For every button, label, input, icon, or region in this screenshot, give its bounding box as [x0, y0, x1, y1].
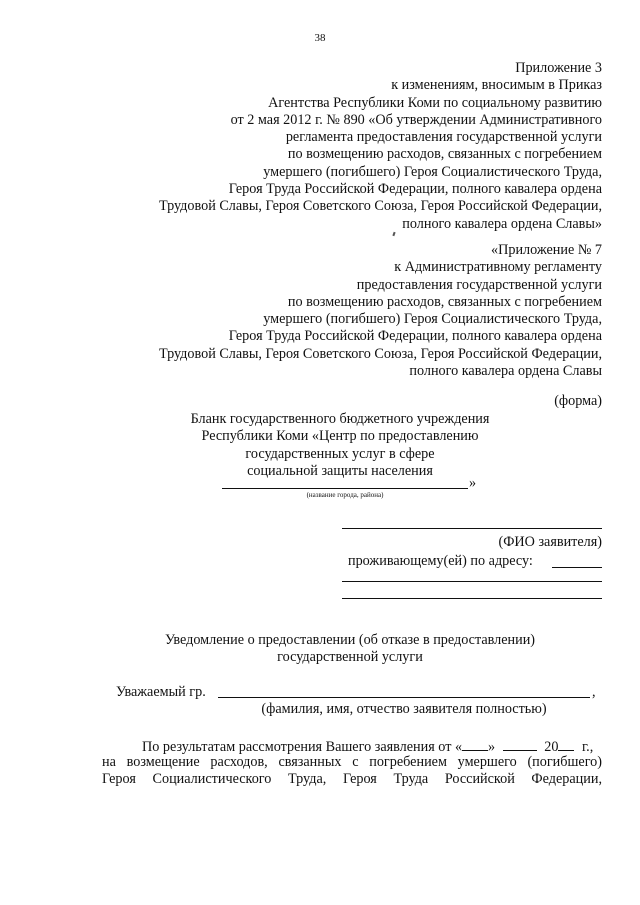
fio-line: [342, 528, 602, 529]
appendix-3-line: Приложение 3: [515, 60, 602, 76]
appendix-7-line: предоставления государственной услуги: [356, 276, 602, 293]
stray-mark: [392, 232, 395, 236]
greeting-name-line: [218, 697, 590, 698]
address-line-3: [342, 598, 602, 599]
greeting-caption: (фамилия, имя, отчество заявителя полностью): [261, 701, 547, 717]
appendix-7-header: [42, 242, 602, 380]
appendix-7-line: умершего (погибшего) Героя Социалистического Труда,: [263, 311, 602, 328]
year-prefix: 20: [544, 739, 559, 755]
year-blank: [558, 737, 574, 751]
appendix-3-line: Агентства Республики Коми по социальному развитию: [268, 94, 602, 111]
appendix-3-line: к изменениям, вносимым в Приказ: [391, 77, 602, 94]
body-line-3: Героя Социалистического Труда, Героя Труда Российской Федерации,: [102, 771, 602, 787]
institution-line: социальной защиты населения: [247, 462, 433, 479]
fio-label: (ФИО заявителя): [498, 534, 602, 550]
city-caption: (название города, района): [306, 491, 384, 499]
institution-line: Бланк государственного бюджетного учреждения: [190, 411, 490, 427]
address-line-2: [342, 581, 602, 582]
notice-title-line: Уведомление о предоставлении (об отказе в предоставлении): [164, 632, 536, 648]
month-blank: [503, 737, 537, 751]
appendix-7-line: Героя Труда Российской Федерации, полного кавалера ордена: [228, 328, 602, 345]
appendix-3-line: Героя Труда Российской Федерации, полного кавалера ордена: [228, 181, 602, 198]
year-suffix: г.,: [581, 739, 594, 755]
notice-title: [60, 632, 640, 667]
greeting-prefix: Уважаемый гр.: [116, 684, 206, 700]
day-blank: [462, 737, 488, 751]
institution-line: государственных услуг в сфере: [245, 445, 435, 462]
appendix-3-line: по возмещению расходов, связанных с погребением: [287, 146, 602, 163]
appendix-3-line: Трудовой Славы, Героя Советского Союза, Героя Российской Федерации,: [158, 198, 602, 215]
institution-block: [160, 411, 520, 480]
city-name-line: [222, 488, 468, 489]
appendix-7-line: Трудовой Славы, Героя Советского Союза, Героя Российской Федерации,: [158, 345, 602, 362]
page-number: 38: [314, 32, 326, 44]
body-line-1-quote: »: [488, 739, 496, 755]
appendix-7-line: полного кавалера ордена Славы: [409, 363, 602, 380]
appendix-7-line: к Административному регламенту: [394, 259, 602, 276]
greeting-suffix: ,: [592, 684, 596, 700]
appendix-3-line: умершего (погибшего) Героя Социалистического Труда,: [263, 163, 602, 180]
appendix-7-line: «Приложение № 7: [491, 242, 602, 258]
notice-title-line: государственной услуги: [277, 649, 423, 666]
appendix-7-line: по возмещению расходов, связанных с погребением: [287, 293, 602, 310]
body-line-2: на возмещение расходов, связанных с погребением умершего (погибшего): [102, 754, 602, 770]
appendix-3-line: от 2 мая 2012 г. № 890 «Об утверждении Административного: [230, 111, 602, 128]
appendix-3-line: полного кавалера ордена Славы»: [402, 215, 602, 232]
form-label: (форма): [554, 393, 602, 409]
appendix-3-header: [42, 60, 602, 233]
address-line: [552, 567, 602, 568]
closing-quote: »: [469, 475, 477, 491]
appendix-3-line: регламента предоставления государственной услуги: [285, 129, 602, 146]
address-label: проживающему(ей) по адресу:: [348, 553, 533, 569]
institution-line: Республики Коми «Центр по предоставлению: [201, 428, 479, 445]
body-line-1-text: По результатам рассмотрения Вашего заявления от «: [142, 739, 463, 755]
